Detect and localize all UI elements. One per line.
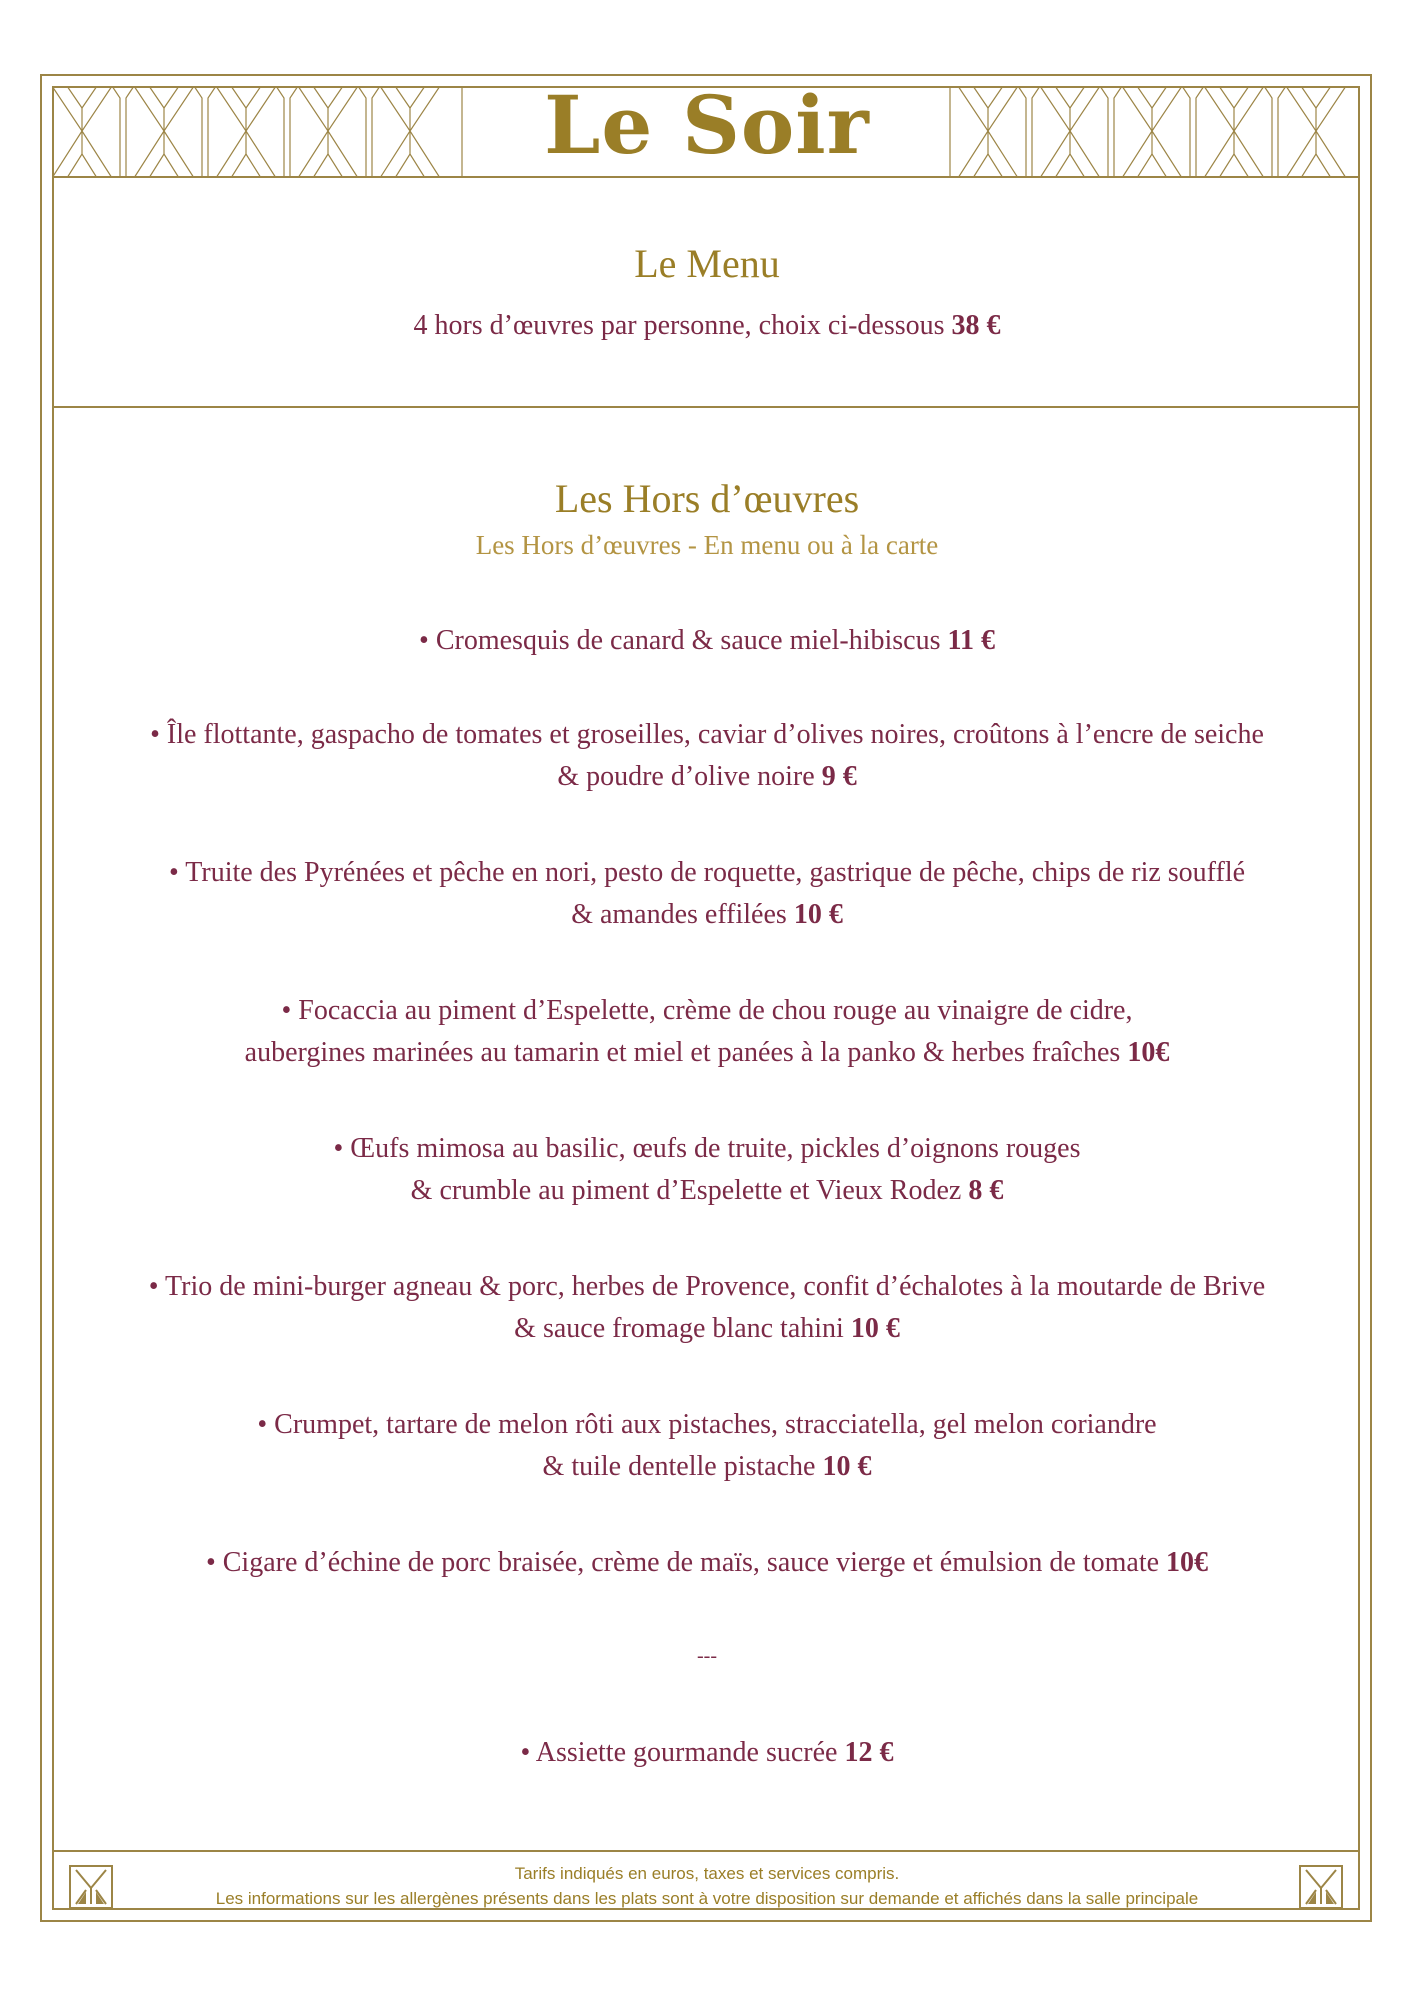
menu-item [60, 1266, 1354, 1350]
menu-item-text: • Crumpet, tartare de melon rôti aux pistaches, stracciatella, gel melon coriandre [257, 1409, 1157, 1440]
menu-item-line [60, 1128, 1354, 1170]
menu-description [60, 305, 1354, 347]
menu-item-text: aubergines marinées au tamarin et miel et panées à la panko & herbes fraîches [244, 1037, 1121, 1068]
menu-item-line [60, 756, 1354, 798]
menu-title: Le Menu [634, 241, 780, 286]
menu-item-text: & amandes effilées [571, 899, 787, 930]
menu-item-line [60, 1032, 1354, 1074]
menu-item-price: 8 € [968, 1175, 1004, 1206]
menu-item-line [60, 852, 1354, 894]
menu-item-line [60, 1446, 1354, 1488]
menu-item [60, 852, 1354, 936]
menu-item-line [60, 620, 1354, 662]
menu-item [60, 714, 1354, 798]
menu-item-text: & tuile dentelle pistache [542, 1451, 816, 1482]
menu-item-line [60, 1404, 1354, 1446]
menu-item-text: & sauce fromage blanc tahini [514, 1313, 844, 1344]
menu-item-price: 10€ [1166, 1547, 1209, 1578]
menu-item-text: & poudre d’olive noire [557, 761, 815, 792]
menu-item-price: 9 € [821, 761, 857, 792]
footer-pricing-note: Tarifs indiqués en euros, taxes et services compris. [514, 1864, 900, 1883]
menu-item-text: • Cromesquis de canard & sauce miel-hibiscus [419, 625, 941, 656]
hors-doeuvres-subtitle: Les Hors d’œuvres - En menu ou à la carte [475, 530, 939, 560]
menu-item-text: • Œufs mimosa au basilic, œufs de truite, pickles d’oignons rouges [333, 1133, 1081, 1164]
restaurant-title: Le Soir [544, 78, 870, 172]
menu-item-line [60, 1170, 1354, 1212]
menu-item-line [60, 1266, 1354, 1308]
menu-item [60, 620, 1354, 662]
footer-divider [52, 1850, 1360, 1852]
menu-divider [52, 406, 1360, 408]
menu-item-text: & crumble au piment d’Espelette et Vieux Rodez [410, 1175, 962, 1206]
menu-price: 38 € [951, 310, 1001, 341]
menu-item-text: • Focaccia au piment d’Espelette, crème de chou rouge au vinaigre de cidre, [281, 995, 1133, 1026]
menu-item [60, 1404, 1354, 1488]
hors-doeuvres-title: Les Hors d’œuvres [554, 476, 860, 521]
menu-item-text: • Cigare d’échine de porc braisée, crème de maïs, sauce vierge et émulsion de tomate [205, 1547, 1160, 1578]
menu-item-line [60, 714, 1354, 756]
menu-item-text: • Truite des Pyrénées et pêche en nori, pesto de roquette, gastrique de pêche, chips de riz soufflé [168, 857, 1246, 888]
menu-item-text: • Île flottante, gaspacho de tomates et groseilles, caviar d’olives noires, croûtons à l’encre de seiche [150, 719, 1264, 750]
dessert-price: 12 € [844, 1737, 894, 1768]
menu-description-text: 4 hors d’œuvres par personne, choix ci-dessous [413, 310, 945, 341]
menu-item-price: 10€ [1127, 1037, 1170, 1068]
menu-item-price: 10 € [850, 1313, 900, 1344]
menu-item-line [60, 1542, 1354, 1584]
menu-item [60, 1542, 1354, 1584]
menu-item-line [60, 1308, 1354, 1350]
menu-item-line [60, 894, 1354, 936]
footer-allergen-note: Les informations sur les allergènes présents dans les plats sont à votre disposition sur demande et affichés dans la salle principale [215, 1889, 1199, 1908]
dessert-item [60, 1732, 1354, 1774]
menu-item [60, 1128, 1354, 1212]
separator: --- [697, 1645, 717, 1667]
menu-item-price: 11 € [947, 625, 995, 656]
menu-item-line [60, 990, 1354, 1032]
dessert-text: • Assiette gourmande sucrée [520, 1737, 838, 1768]
menu-item-price: 10 € [793, 899, 843, 930]
menu-item [60, 990, 1354, 1074]
menu-item-price: 10 € [822, 1451, 872, 1482]
dessert-line [60, 1732, 1354, 1774]
menu-item-text: • Trio de mini-burger agneau & porc, herbes de Provence, confit d’échalotes à la moutarde de Brive [148, 1271, 1266, 1302]
